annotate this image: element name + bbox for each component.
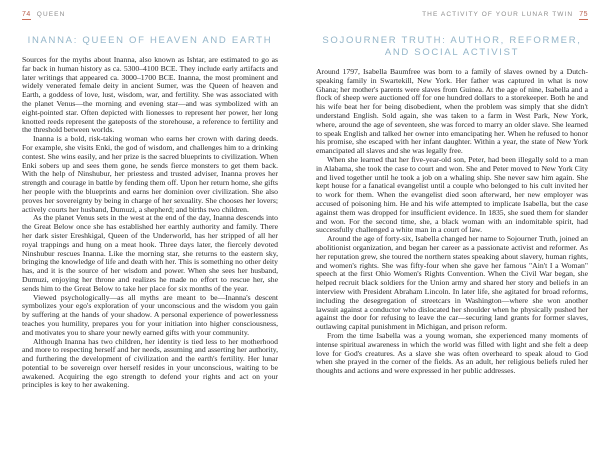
right-paragraph-4: From the time Isabella was a young woman, she experienced many moments of intense spiritual awareness in which the world was filled with light and she felt a deep love for God's creatures. As a slave she was often overheard to speak aloud to God when she prayed in the corner of the fields. As an adult, her religious beliefs ruled her thoughts and actions and were expressed in her public addresses. [316, 330, 588, 376]
left-page-number: 74 [22, 11, 31, 18]
left-paragraph-2: Inanna is a bold, risk-taking woman who earns her crown with daring deeds. For example, she visits Enki, the god of wisdom, and challenges him to a drinking contest. She wins easily, and her prize is the sacred blueprints to civilization. When Enki sobers up and sees them gone, he sends fierce monsters to get them back. With the help of Ninshubur, her priestess and trusted adviser, Inanna proves her strength and courage in battle by fending them off. Upon her return home, she gifts her people with the blueprints and earns her dominion over civilization. She also proves her sovereignty by being in charge of her sexuality. She chooses her lovers; actively courts her husband, Dumuzi, a shepherd; and births two children. [22, 134, 278, 214]
right-paragraph-2: When she learned that her five-year-old son, Peter, had been illegally sold to a man in Alabama, she took the case to court and won. She and Peter moved to New York City and lived together until he took a job on a whaling ship. She never saw him again. She kept house for a fanatical evangelist until a couple who belonged to his cult invited her to work for them. When the evangelist died soon afterward, her new employer was accused of poisoning him. He and his wife attempted to implicate Isabella, but the case against them was dropped for insufficient evidence. In 1835, she sued them for slander and won. For the second time, she, a black woman with an indomitable spirit, had successfully challenged a white man in a court of law. [316, 154, 588, 235]
right-chapter-title-line-2: AND SOCIAL ACTIVIST [384, 47, 520, 58]
left-running-head-label: QUEEN [36, 11, 66, 18]
right-page-number: 75 [579, 11, 588, 18]
left-running-head [22, 11, 278, 21]
right-page [300, 0, 600, 450]
left-paragraph-3: As the planet Venus sets in the west at the end of the day, Inanna descends into the Great Below once she has established her earthly authority and family. There her dark sister Ereshkigal, Queen of the Underworld, has her stripped of all her royal trappings and hung on a meat hook. Three days later, the fiercely devoted Ninshubur rescues Inanna. Like the morning star, she returns to the eastern sky, bringing the knowledge of life and death with her. This is something no other deity has, and it is the source of her wisdom and power. When she sees her husband, Dumuzi, enjoying her throne and realizes he made no effort to rescue her, she sends him to the Great Below to take her place for six months of the year. [22, 213, 278, 293]
right-body-text [316, 68, 588, 376]
right-paragraph-3: Around the age of forty-six, Isabella changed her name to Sojourner Truth, joined an abolitionist organization, and began her career as a passionate activist and reformer. As her reputation grew, she toured the northern states speaking about slavery, human rights, and women's rights. She was fifty-four when she gave her famous "Ain't I a Woman" speech at the first Ohio Women's Rights Convention. When the Civil War began, she helped recruit black soldiers for the Union army and shared her story and beliefs in an interview with President Abraham Lincoln. In later life, she agitated for broad reforms, including the desegregation of streetcars in Washington—where she won another lawsuit against a conductor who dislocated her shoulder when he physically pushed her against the door for refusing to leave the car—securing land grants for former slaves, outlawing capital punishment in Michigan, and prison reform. [316, 234, 588, 332]
right-chapter-title [316, 35, 588, 59]
left-paragraph-1: Sources for the myths about Inanna, also known as Ishtar, are estimated to go as far back in human history as ca. 5300–4100 BCE. They include early artifacts and later writings that appeared ca. 3000–1700 BCE. Inanna, the most prominent and widely venerated female deity in ancient Sumer, was the Queen of heaven and Earth, a goddess of love, lust, wisdom, war, and fertility. She was associated with the planet Venus—the morning and evening star—and was symbolized with an eight-pointed star. Often depicted with lionesses to represent her power, her long knotted reeds represent the gateposts of the storehouse, a reference to fertility and the threshold between worlds. [22, 55, 278, 135]
right-running-head-label: THE ACTIVITY OF YOUR LUNAR TWIN [422, 11, 574, 18]
left-chapter-title: INANNA: QUEEN OF HEAVEN AND EARTH [27, 35, 273, 46]
right-running-head [316, 11, 588, 21]
right-paragraph-1: Around 1797, Isabella Baumfree was born to a family of slaves owned by a Dutch-speaking family in Swartekill, New York. Her father was captured in what is now Ghana; her mother's parents were slaves from Guinea. At the age of nine, Isabella and a flock of sheep were auctioned off for one hundred dollars to a storekeeper. Both he and his wife beat her for being disobedient, when the problem was simply that she didn't understand English. Sold again, she was taken to a farm in West Park, New York, where, around the age of seventeen, she was forced to marry an older slave. She learned to speak English and talked her owner into emancipating her. When he refused to honor his promise, she escaped with her infant daughter. Within a year, the state of New York emancipated all slaves and she was legally free. [316, 67, 588, 156]
left-paragraph-4: Viewed psychologically—as all myths are meant to be—Inanna's descent symbolizes your ego's exploration of your unconscious and the wisdom you gain by suffering at the hands of your shadow. A personal experience of powerlessness teaches you humility, prepares you for your initiation into higher consciousness, and motivates you to share your newly earned gifts with your community. [22, 292, 278, 337]
left-paragraph-5: Although Inanna has two children, her identity is tied less to her motherhood and more to respecting herself and her needs, assuming and asserting her authority, and furthering the development of civilization and the earth's fertility. Her lunar potential to be sovereign over herself resides in your unconscious, waiting to be awakened. Acquiring the ego strength to defend your rights and act on your principles is key to her awakening. [22, 336, 278, 390]
left-body-text [22, 56, 278, 390]
right-chapter-title-line-1: SOJOURNER TRUTH: AUTHOR, REFORMER, [322, 35, 582, 46]
